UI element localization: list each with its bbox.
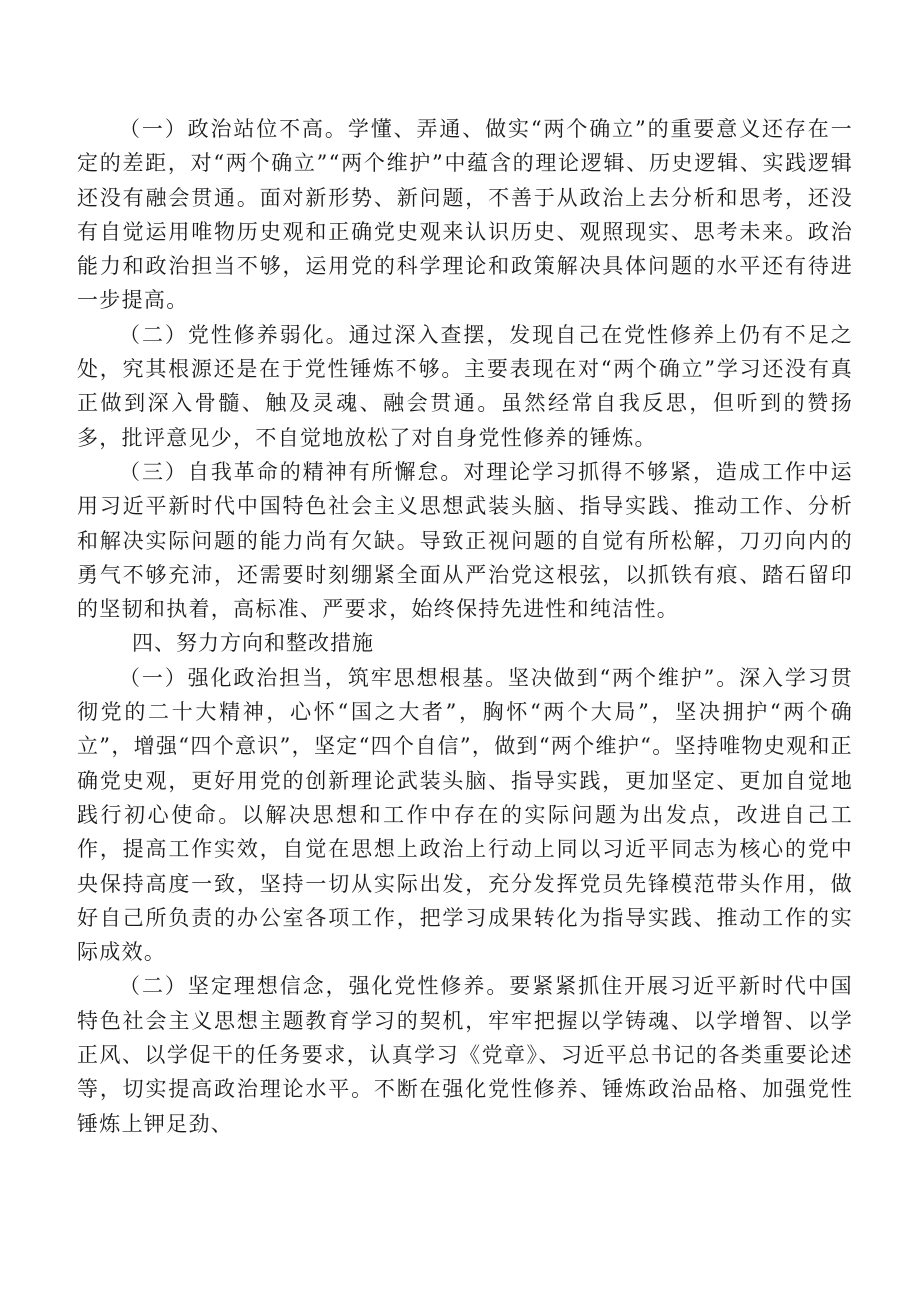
- paragraph-ideals-beliefs: （二）坚定理想信念，强化党性修养。要紧紧抓住开展习近平新时代中国特色社会主义思想主题教育学习的契机，牢牢把握以学铸魂、以学增智、以学正风、以学促干的任务要求，认真学习《党章》、习近平总书记的各类重要论述等，切实提高政治理论水平。不断在强化党性修养、锤炼政治品格、加强党性锤炼上钾足劲、: [77, 974, 853, 1136]
- paragraph-self-revolution: （三）自我革命的精神有所懈怠。对理论学习抓得不够紧，造成工作中运用习近平新时代中国特色社会主义思想武装头脑、指导实践、推动工作、分析和解决实际问题的能力尚有欠缺。导致正视问题的自觉有所松解，刀刃向内的勇气不够充沛，还需要时刻绷紧全面从严治党这根弦，以抓铁有痕、踏石留印的坚韧和执着，高标准、严要求，始终保持先进性和纯洁性。: [77, 459, 853, 622]
- paragraph-party-cultivation: （二）党性修养弱化。通过深入查摆，发现自己在党性修养上仍有不足之处，究其根源还是在于党性锤炼不够。主要表现在对“两个确立”学习还没有真正做到深入骨髓、触及灵魂、融会贯通。虽然经常自我反思，但听到的赞扬多，批评意见少，不自觉地放松了对自身党性修养的锤炼。: [77, 322, 853, 450]
- section-heading-rectification: 四、努力方向和整改措施: [132, 631, 374, 656]
- document-body: [77, 112, 853, 1141]
- paragraph-political-stance: （一）政治站位不高。学懂、弄通、做实“两个确立”的重要意义还存在一定的差距，对“两个确立”“两个维护”中蕴含的理论逻辑、历史逻辑、实践逻辑还没有融会贯通。面对新形势、新问题，不善于从政治上去分析和思考，还没有自觉运用唯物历史观和正确党史观来认识历史、观照现实、思考未来。政治能力和政治担当不够，运用党的科学理论和政策解决具体问题的水平还有待进一步提高。: [77, 117, 853, 313]
- paragraph-political-responsibility: （一）强化政治担当，筑牢思想根基。坚决做到“两个维护”。深入学习贯彻党的二十大精神，心怀“国之大者”，胸怀“两个大局”，坚决拥护“两个确立”，增强“四个意识”，坚定“四个自信”，做到“两个维护“。坚持唯物史观和正确党史观，更好用党的创新理论武装头脑、指导实践，更加坚定、更加自觉地践行初心使命。以解决思想和工作中存在的实际问题为出发点，改进自己工作，提高工作实效，自觉在思想上政治上行动上同以习近平同志为核心的党中央保持高度一致，坚持一切从实际出发，充分发挥党员先锋模范带头作用，做好自己所负责的办公室各项工作，把学习成果转化为指导实践、推动工作的实际成效。: [77, 665, 853, 965]
